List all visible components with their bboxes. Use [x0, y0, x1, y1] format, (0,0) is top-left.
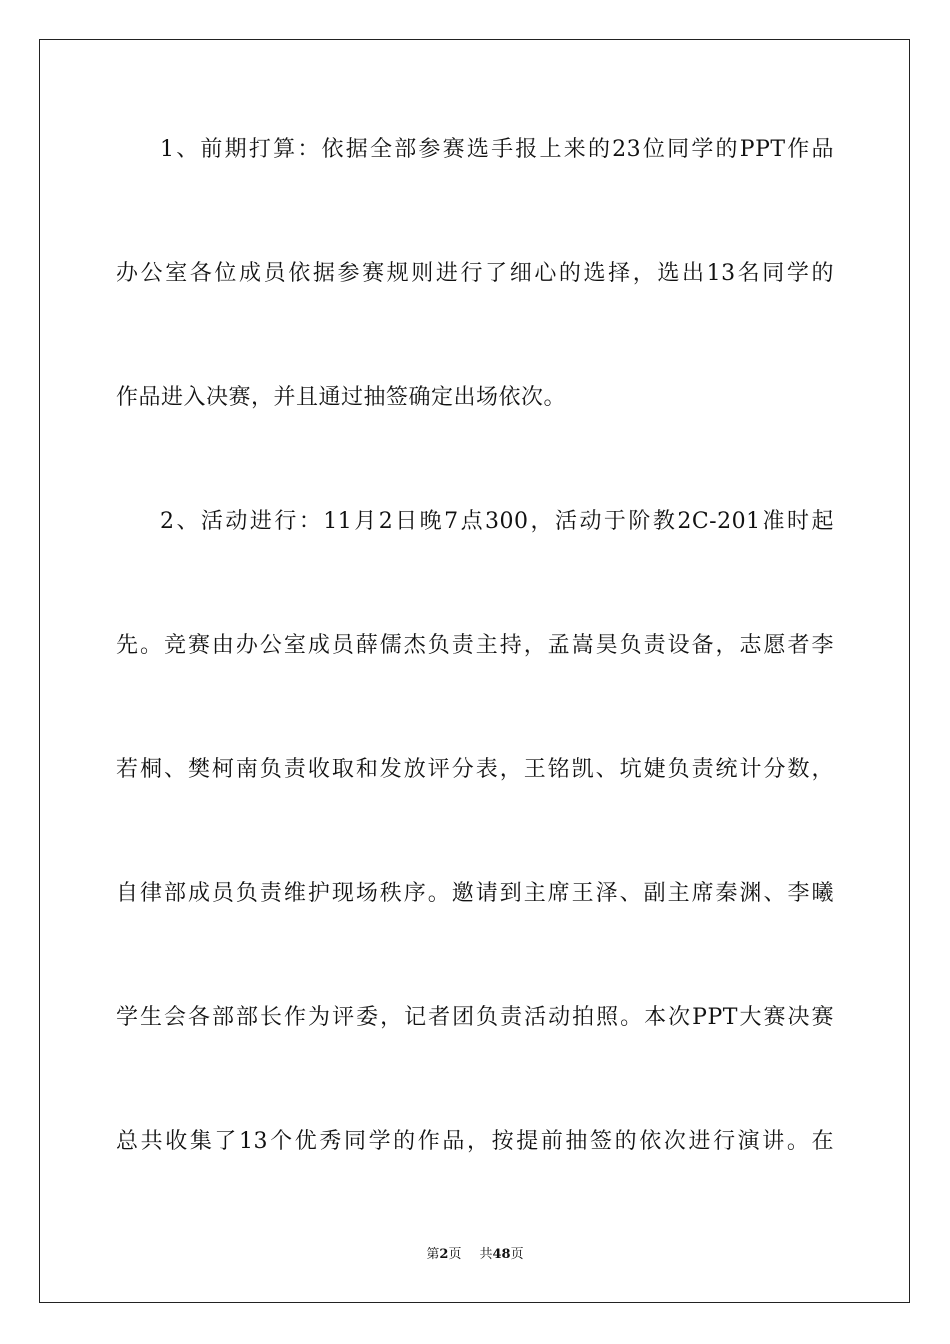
- paragraph-2-line-1: 2、活动进行：11月2日晚7点300，活动于阶教2C-201准时起: [160, 509, 834, 534]
- paragraph-2-line-2: 先。竞赛由办公室成员薛儒杰负责主持，孟嵩昊负责设备，志愿者李: [116, 633, 834, 658]
- page-footer: [0, 1246, 950, 1264]
- page-prefix: 第: [426, 1247, 440, 1262]
- paragraph-2-line-4: 自律部成员负责维护现场秩序。邀请到主席王泽、副主席秦渊、李曦: [116, 881, 834, 906]
- paragraph-1-line-2: 办公室各位成员依据参赛规则进行了细心的选择，选出13名同学的: [116, 261, 834, 286]
- page-suffix: 页: [448, 1247, 462, 1262]
- total-pages: 48: [492, 1247, 511, 1262]
- page-border: [39, 39, 910, 1303]
- paragraph-1-line-3: 作品进入决赛，并且通过抽签确定出场依次。: [116, 385, 567, 410]
- paragraph-2-line-6: 总共收集了13个优秀同学的作品，按提前抽签的依次进行演讲。在: [116, 1129, 834, 1154]
- page-number: 2: [439, 1247, 449, 1262]
- paragraph-1-line-1: 1、前期打算：依据全部参赛选手报上来的23位同学的PPT作品: [160, 137, 834, 162]
- total-suffix: 页: [510, 1247, 524, 1262]
- paragraph-2-line-3: 若桐、樊柯南负责收取和发放评分表，王铭凯、坑婕负责统计分数，: [116, 757, 834, 782]
- total-prefix: 共: [479, 1247, 493, 1262]
- paragraph-2-line-5: 学生会各部部长作为评委，记者团负责活动拍照。本次PPT大赛决赛: [116, 1005, 834, 1030]
